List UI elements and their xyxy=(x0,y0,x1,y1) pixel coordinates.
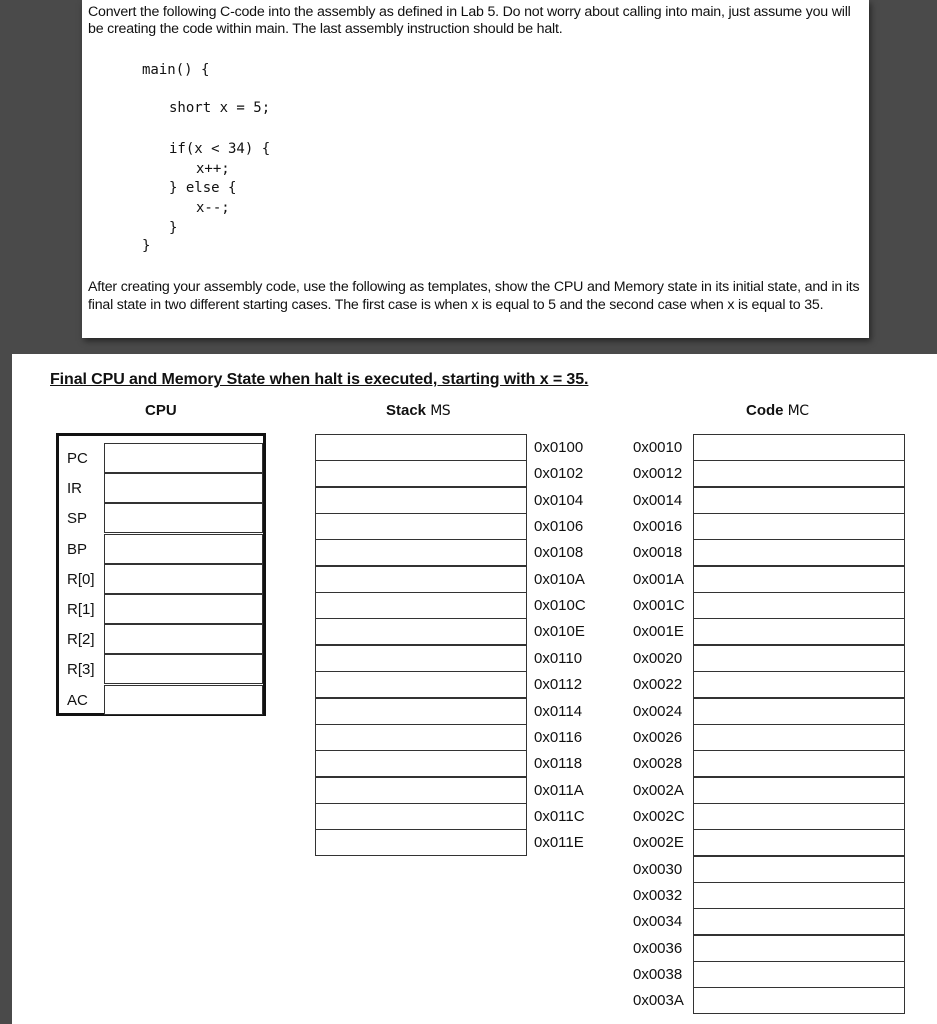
code-address: 0x0014 xyxy=(633,491,683,509)
stack-cell[interactable] xyxy=(315,434,527,461)
worksheet-heading: Final CPU and Memory State when halt is executed, starting with x = 35. xyxy=(50,371,589,388)
register-label: R[3] xyxy=(67,661,95,679)
stack-address: 0x0108 xyxy=(534,544,584,562)
stack-address: 0x010C xyxy=(534,597,586,615)
stack-address: 0x0114 xyxy=(534,702,583,720)
stack-address: 0x0106 xyxy=(534,518,584,536)
code-cell[interactable] xyxy=(693,961,905,988)
code-cell[interactable] xyxy=(693,487,905,514)
code-address: 0x0038 xyxy=(633,966,683,983)
register-value-cell[interactable] xyxy=(104,503,263,533)
register-label: PC xyxy=(67,450,88,467)
stack-title: Stack MS xyxy=(386,402,451,419)
stack-cell[interactable] xyxy=(315,566,527,593)
code-address: 0x001A xyxy=(633,570,684,588)
code-address: 0x002C xyxy=(633,807,685,825)
code-address: 0x0032 xyxy=(633,886,683,904)
code-title: Code MC xyxy=(746,402,809,419)
code-address: 0x0018 xyxy=(633,544,683,562)
register-value-cell[interactable] xyxy=(104,654,263,684)
code-cell[interactable] xyxy=(693,434,905,461)
stack-address: 0x011C xyxy=(534,807,585,825)
register-value-cell[interactable] xyxy=(104,685,263,715)
code-line: x--; xyxy=(196,200,230,216)
stack-cell[interactable] xyxy=(315,539,527,566)
register-value-cell[interactable] xyxy=(104,564,263,594)
code-line: } else { xyxy=(169,180,237,196)
stack-cell[interactable] xyxy=(315,750,527,777)
stack-address: 0x0116 xyxy=(534,728,583,746)
code-address: 0x001C xyxy=(633,597,685,615)
code-cell[interactable] xyxy=(693,592,905,619)
code-address: 0x0020 xyxy=(633,649,683,667)
code-cell[interactable] xyxy=(693,777,905,804)
after-text: After creating your assembly code, use the following as templates, show the CPU and Memory state in its initial state, and in its final state in two different starting cases. The first case is when x is equal to 5 and the second case when x is equal to 35. xyxy=(88,279,860,313)
code-cell[interactable] xyxy=(693,856,905,883)
code-line: main() { xyxy=(142,62,210,78)
register-label: SP xyxy=(67,510,88,528)
code-cell[interactable] xyxy=(693,803,905,830)
worksheet-panel xyxy=(12,354,937,1024)
code-address: 0x0036 xyxy=(633,939,683,957)
cpu-register-row xyxy=(59,624,263,654)
code-line: x++; xyxy=(196,161,230,177)
stack-address: 0x0112 xyxy=(534,676,583,694)
code-address: 0x001E xyxy=(633,623,684,641)
code-address: 0x0016 xyxy=(633,518,683,536)
cpu-register-box xyxy=(56,433,266,716)
code-cell[interactable] xyxy=(693,645,905,672)
code-cell[interactable] xyxy=(693,829,905,856)
stack-cell[interactable] xyxy=(315,698,527,725)
cpu-register-row xyxy=(59,654,263,684)
cpu-register-row xyxy=(59,473,263,503)
stack-cell[interactable] xyxy=(315,777,527,804)
register-label: AC xyxy=(67,691,88,709)
stack-cell[interactable] xyxy=(315,592,527,619)
code-address: 0x0030 xyxy=(633,860,683,878)
cpu-register-row xyxy=(59,443,263,473)
code-address: 0x002E xyxy=(633,834,684,852)
stack-address: 0x0104 xyxy=(534,491,584,509)
stack-cell[interactable] xyxy=(315,829,527,856)
code-address: 0x0012 xyxy=(633,465,683,483)
cpu-title: CPU xyxy=(145,402,177,419)
cpu-register-row xyxy=(59,503,263,533)
register-value-cell[interactable] xyxy=(104,443,263,473)
register-label: R[0] xyxy=(67,570,95,588)
code-address: 0x0028 xyxy=(633,755,683,773)
stack-cell[interactable] xyxy=(315,803,527,830)
code-cell[interactable] xyxy=(693,987,905,1014)
cpu-register-row xyxy=(59,594,263,624)
stack-address: 0x0118 xyxy=(534,755,583,773)
code-line: } xyxy=(142,238,151,254)
code-address: 0x0034 xyxy=(633,913,683,931)
register-value-cell[interactable] xyxy=(104,624,263,654)
code-address: 0x0010 xyxy=(633,439,683,456)
code-cell[interactable] xyxy=(693,513,905,540)
stack-address: 0x011A xyxy=(534,781,584,799)
cpu-register-row xyxy=(59,534,263,564)
stack-address: 0x0110 xyxy=(534,649,583,667)
code-line: short x = 5; xyxy=(169,100,271,116)
intro-text: Convert the following C-code into the assembly as defined in Lab 5. Do not worry about calling into main, just assume you will be creating the code within main. The last assembly instruction should be halt. xyxy=(88,4,851,37)
code-cell[interactable] xyxy=(693,671,905,698)
code-address: 0x0026 xyxy=(633,728,683,746)
stack-cell[interactable] xyxy=(315,618,527,645)
code-cell[interactable] xyxy=(693,724,905,751)
stack-cell[interactable] xyxy=(315,645,527,672)
stack-cell[interactable] xyxy=(315,671,527,698)
stack-address: 0x0100 xyxy=(534,439,584,456)
code-line: if(x < 34) { xyxy=(169,141,271,157)
code-cell[interactable] xyxy=(693,539,905,566)
cpu-register-row xyxy=(59,685,263,715)
code-cell[interactable] xyxy=(693,750,905,777)
code-cell[interactable] xyxy=(693,698,905,725)
register-label: IR xyxy=(67,480,82,498)
register-value-cell[interactable] xyxy=(104,473,263,503)
code-cell[interactable] xyxy=(693,566,905,593)
register-value-cell[interactable] xyxy=(104,594,263,624)
code-cell[interactable] xyxy=(693,908,905,935)
code-address: 0x0024 xyxy=(633,702,683,720)
stack-cell[interactable] xyxy=(315,724,527,751)
stack-address: 0x011E xyxy=(534,834,584,852)
stack-address: 0x010A xyxy=(534,570,585,588)
code-address: 0x003A xyxy=(633,992,684,1010)
stack-address: 0x0102 xyxy=(534,465,584,483)
register-label: R[2] xyxy=(67,631,95,649)
stack-cell[interactable] xyxy=(315,487,527,514)
register-value-cell[interactable] xyxy=(104,534,263,564)
register-label: BP xyxy=(67,540,88,558)
register-label: R[1] xyxy=(67,601,95,618)
code-line: } xyxy=(169,220,178,236)
code-address: 0x0022 xyxy=(633,676,683,694)
stack-cell[interactable] xyxy=(315,513,527,540)
code-cell[interactable] xyxy=(693,460,905,487)
cpu-register-row xyxy=(59,564,263,594)
code-address: 0x002A xyxy=(633,781,684,799)
code-cell[interactable] xyxy=(693,618,905,645)
code-cell[interactable] xyxy=(693,882,905,909)
stack-cell[interactable] xyxy=(315,460,527,487)
code-cell[interactable] xyxy=(693,935,905,962)
instructions-panel xyxy=(82,0,869,338)
stack-address: 0x010E xyxy=(534,623,585,641)
